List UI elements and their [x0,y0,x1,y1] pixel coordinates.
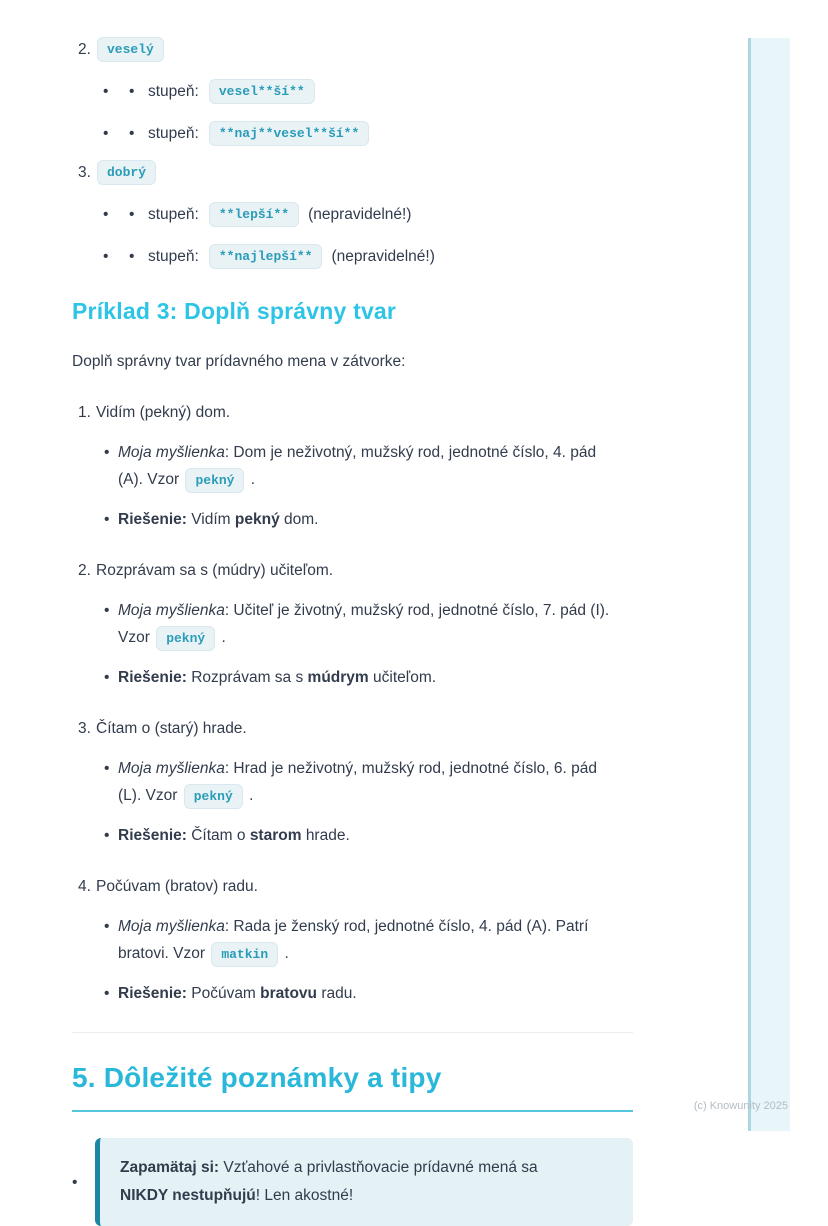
solution-pre: Vidím [191,511,231,528]
solution-word: múdrym [307,669,369,686]
solution-bullet [72,506,633,533]
thought-label: Moja myšlienka [118,444,225,461]
bullet-icon: • [103,125,109,142]
bullet-icon: • [129,248,135,265]
grade-label: stupeň: [148,206,199,223]
code-badge: **najlepší** [209,244,323,269]
grade-item-head [72,36,633,63]
bullet-icon: • [104,444,110,461]
bullet-icon: • [103,206,109,223]
solution-label: Riešenie: [118,669,187,686]
notes-section-heading: 5. Dôležité poznámky a tipy [72,1060,633,1112]
thought-end: . [221,629,226,646]
code-badge: **lepší** [209,202,299,227]
bullet-icon: • [103,248,109,265]
example-section-heading: Príklad 3: Doplň správny tvar [72,298,397,324]
thought-body: : Dom je neživotný, mužský rod, jednotné číslo, 4. pád (A). Vzor [118,444,597,488]
bullet-icon: • [129,83,135,100]
bullet-icon: • [104,985,110,1002]
example-sentence-row [72,557,633,584]
solution-text [118,664,436,691]
example-sentence-row [72,399,633,426]
solution-word: starom [249,827,302,844]
code-badge: dobrý [97,160,156,185]
thought-body: : Hrad je neživotný, mužský rod, jednotné číslo, 6. pád (L). Vzor [118,760,598,804]
thought-bullet [72,755,633,809]
thought-bullet [72,597,633,651]
list-number: 4. [78,878,91,895]
solution-text [118,980,357,1007]
grade-note: (nepravidelné!) [331,248,435,265]
bullet-icon: • [104,760,110,777]
example-sentence: Rozprávam sa s (múdry) učiteľom. [96,562,334,579]
code-badge: pekný [156,626,215,651]
bullet-icon: • [104,669,110,686]
grade-row [72,243,633,270]
intro-paragraph: Doplň správny tvar prídavného mena v zátvorke: [72,353,406,370]
example-item [72,873,633,1007]
bullet-icon: • [104,827,110,844]
example-sentence: Vidím (pekný) dom. [96,404,231,421]
code-badge: matkin [211,942,278,967]
thought-label: Moja myšlienka [118,602,225,619]
bullet-icon: • [104,918,110,935]
solution-end: dom. [284,511,319,528]
thought-end: . [250,471,256,488]
callout-label: Zapamätaj si: [120,1159,220,1176]
thought-bullet [72,439,633,493]
solution-label: Riešenie: [118,827,187,844]
grade-list-item [72,36,633,147]
example-item [72,557,633,691]
bullet-icon: • [104,602,110,619]
callout-body: Vzťahové a privlastňovacie prídavné mená sa [223,1159,538,1176]
bullet-icon: • [129,206,135,223]
bullet-icon: • [72,1173,78,1191]
bullet-icon: • [129,125,135,142]
callout-end: ! Len akostné! [255,1187,354,1204]
grade-label: stupeň: [148,125,199,142]
callout-row [72,1138,633,1226]
list-number: 3. [78,720,91,737]
callout-text [120,1154,585,1210]
solution-label: Riešenie: [118,985,187,1002]
copyright: (c) Knowunity 2025 [693,1100,788,1112]
thought-text [118,597,613,651]
code-badge: veselý [97,37,164,62]
section-divider [72,1032,633,1033]
thought-text [118,913,613,967]
grade-list-item [72,159,633,270]
page-accent-bar [748,38,790,1131]
bullet-icon: • [104,511,110,528]
solution-end: radu. [321,985,357,1002]
callout-bold: NIKDY nestupňujú [120,1187,256,1204]
solution-word: pekný [234,511,280,528]
example-sentence-row [72,873,633,900]
solution-pre: Počúvam [191,985,256,1002]
thought-bullet [72,913,633,967]
solution-end: hrade. [305,827,350,844]
grade-row [72,201,633,228]
example-sentence: Počúvam (bratov) radu. [96,878,258,895]
solution-bullet [72,664,633,691]
solution-text [118,506,318,533]
page-content [72,36,633,1226]
grade-item-head [72,159,633,186]
code-badge: vesel**ší** [209,79,315,104]
solution-word: bratovu [260,985,318,1002]
callout [95,1138,633,1226]
grade-label: stupeň: [148,248,199,265]
solution-pre: Čítam o [191,827,246,844]
solution-bullet [72,980,633,1007]
solution-end: učiteľom. [373,669,437,686]
thought-end: . [249,787,254,804]
list-number: 3. [78,164,91,181]
thought-text [118,755,613,809]
solution-label: Riešenie: [118,511,187,528]
example-item [72,715,633,849]
grade-label: stupeň: [148,83,199,100]
thought-text [118,439,613,493]
example-sentence: Čítam o (starý) hrade. [96,720,247,737]
thought-label: Moja myšlienka [118,760,225,777]
list-number: 2. [78,41,91,58]
list-number: 1. [78,404,91,421]
code-badge: **naj**vesel**ší** [209,121,369,146]
thought-body: : Rada je ženský rod, jednotné číslo, 4. pád (A). Patrí bratovi. Vzor [118,918,589,962]
code-badge: pekný [185,468,244,493]
grade-row [72,78,633,105]
solution-pre: Rozprávam sa s [191,669,304,686]
code-badge: pekný [184,784,243,809]
list-number: 2. [78,562,91,579]
thought-body: : Učiteľ je životný, mužský rod, jednotné číslo, 7. pád (I). Vzor [118,602,610,646]
grade-note: (nepravidelné!) [308,206,412,223]
thought-label: Moja myšlienka [118,918,225,935]
solution-text [118,822,350,849]
grade-row [72,120,633,147]
thought-end: . [284,945,289,962]
solution-bullet [72,822,633,849]
bullet-icon: • [103,83,109,100]
example-item [72,399,633,533]
example-sentence-row [72,715,633,742]
